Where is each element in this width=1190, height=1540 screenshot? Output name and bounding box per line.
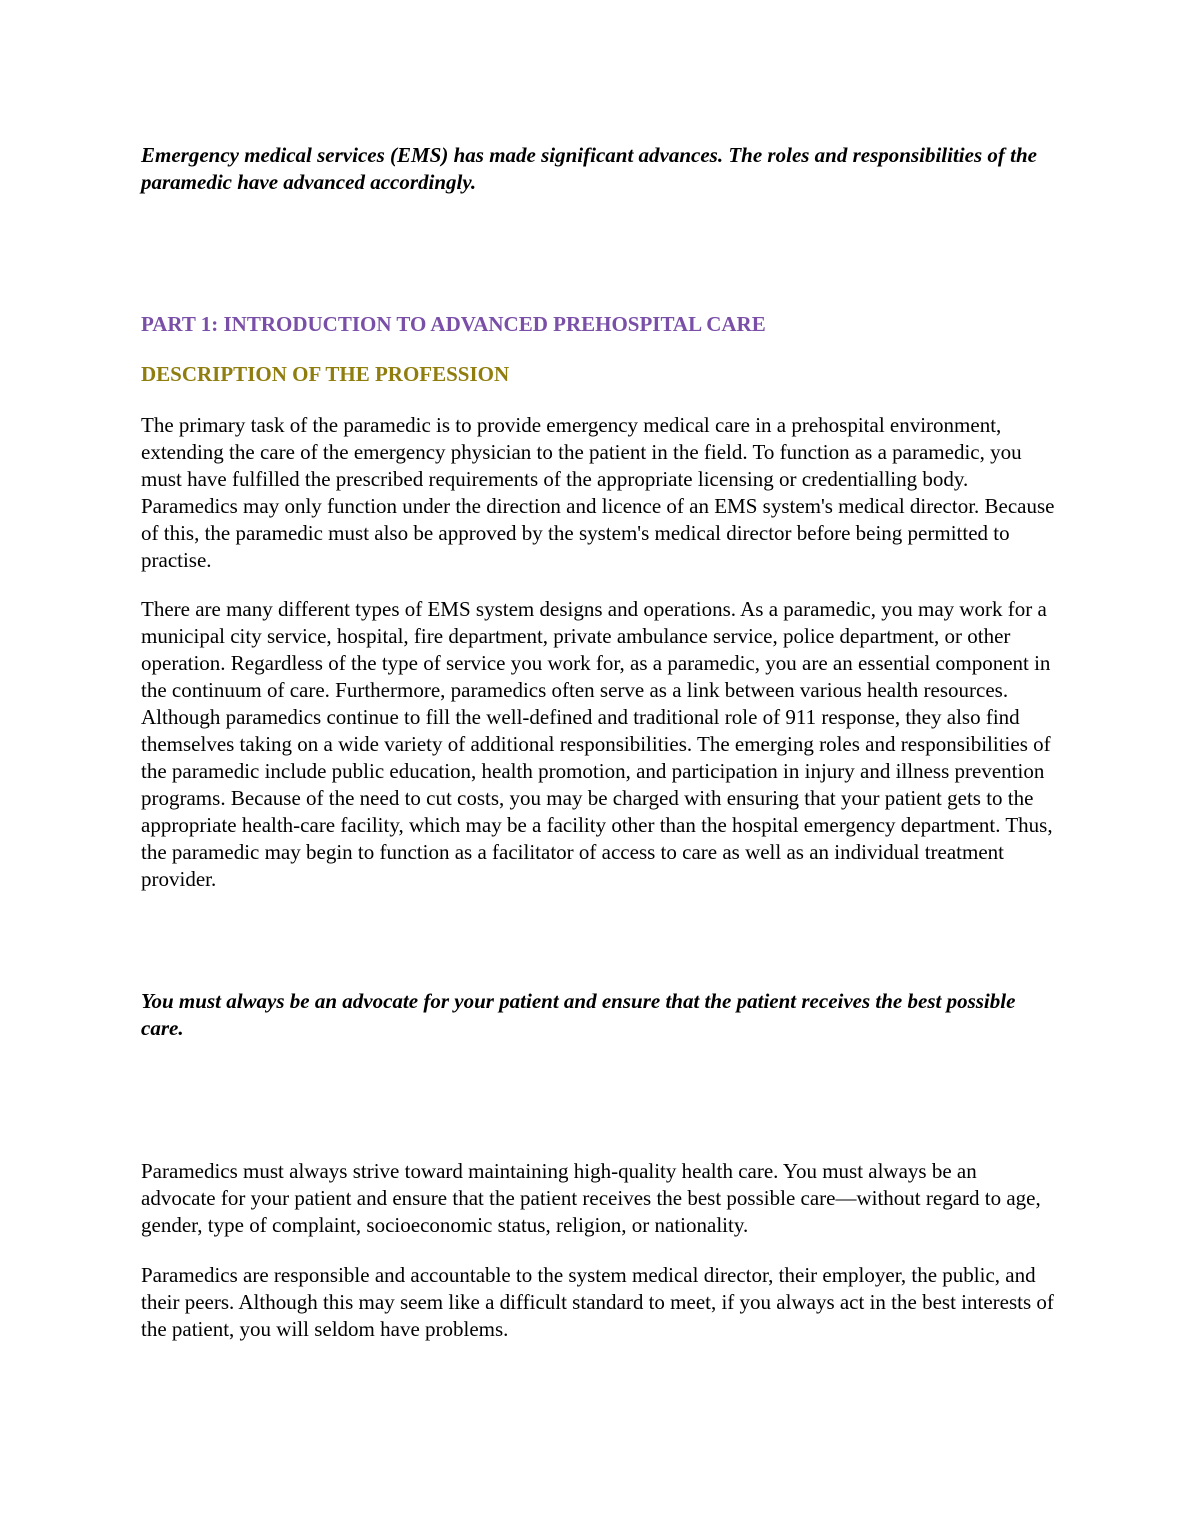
- section-heading: DESCRIPTION OF THE PROFESSION: [141, 362, 510, 386]
- paragraph-accountability: Paramedics are responsible and accountable to the system medical director, their employer, the public, and their peers. Although this may seem like a difficult standard to meet, if you always act in the best interests of the patient, you will seldom have problems.: [141, 1263, 1054, 1341]
- pull-quote-ems-advances: Emergency medical services (EMS) has made significant advances. The roles and responsibilities of the paramedic have advanced accordingly.: [141, 143, 1037, 194]
- paragraph-primary-task: The primary task of the paramedic is to provide emergency medical care in a prehospital environment, extending the care of the emergency physician to the patient in the field. To function as a paramedic, you must have fulfilled the prescribed requirements of the appropriate licensing or credentialling body. Paramedics may only function under the direction and licence of an EMS system's medical director. Because of this, the paramedic must also be approved by the system's medical director before being permitted to practise.: [141, 413, 1055, 572]
- part-heading: PART 1: INTRODUCTION TO ADVANCED PREHOSPITAL CARE: [141, 312, 766, 336]
- pull-quote-patient-advocate: You must always be an advocate for your patient and ensure that the patient receives the best possible care.: [141, 989, 1016, 1040]
- paragraph-high-quality-care: Paramedics must always strive toward maintaining high-quality health care. You must always be an advocate for your patient and ensure that the patient receives the best possible care—without regard to age, gender, type of complaint, socioeconomic status, religion, or nationality.: [141, 1159, 1041, 1237]
- paragraph-ems-system-types: There are many different types of EMS system designs and operations. As a paramedic, you may work for a municipal city service, hospital, fire department, private ambulance service, police department, or other operation. Regardless of the type of service you work for, as a paramedic, you are an essential component in the continuum of care. Furthermore, paramedics often serve as a link between various health resources. Although paramedics continue to fill the well-defined and traditional role of 911 response, they also find themselves taking on a wide variety of additional responsibilities. The emerging roles and responsibilities of the paramedic include public education, health promotion, and participation in injury and illness prevention programs. Because of the need to cut costs, you may be charged with ensuring that your patient gets to the appropriate health-care facility, which may be a facility other than the hospital emergency department. Thus, the paramedic may begin to function as a facilitator of access to care as well as an individual treatment provider.: [141, 597, 1053, 891]
